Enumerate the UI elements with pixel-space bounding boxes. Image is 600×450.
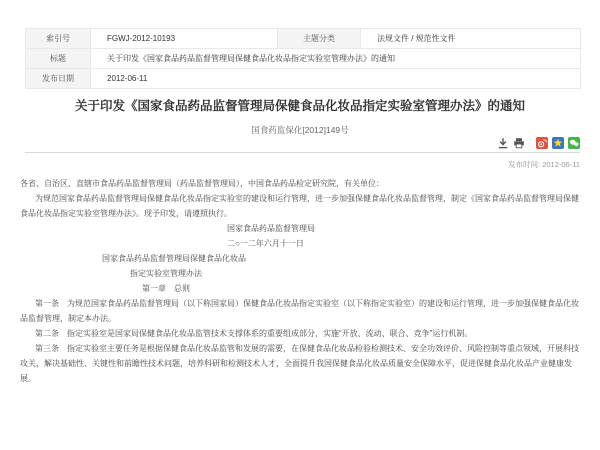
document-number: 国食药监保化[2012]149号 (251, 125, 349, 135)
salutation: 各省、自治区、直辖市食品药品监督管理局（药品监督管理局），中国食品药品检定研究院，有关单位： (20, 179, 384, 188)
signature: 国家食品药品监督管理局 (227, 224, 315, 233)
publish-time-value: 2012-06-11 (542, 160, 580, 169)
info-label-publish-date: 发布日期 (26, 69, 91, 89)
table-row (26, 49, 581, 69)
print-icon[interactable] (513, 137, 525, 149)
info-value-title: 关于印发《国家食品药品监督管理局保健食品化妆品指定实验室管理办法》的通知 (91, 49, 581, 69)
download-icon[interactable] (497, 137, 509, 149)
chapter-heading: 第一章 总则 (142, 284, 190, 293)
intro-paragraph: 为规范国家食品药品监督管理局保健食品化妆品指定实验室的建设和运行管理，进一步加强保健食品化妆品监督管理，制定《国家食品药品监督管理局保健食品化妆品指定实验室管理办法》。现予印发，请遵照执行。 (20, 194, 579, 218)
signature-date: 二○一二年六月十一日 (227, 239, 304, 248)
article-clause-3: 第三条 指定实验室主要任务是根据保健食品化妆品监管和发展的需要，在保健食品化妆品检验检测技术、安全功效评价、风险控制等重点领域，开展科技攻关，解决基础性、关键性和前瞻性技术问题，培养科研和检测技术人才，全面提升我国保健食品化妆品质量安全保障水平，促进保健食品化妆品产业健康发展。 (20, 344, 579, 383)
article-toolbar (497, 137, 580, 149)
info-label-index-number: 索引号 (26, 29, 91, 49)
info-label-title: 标题 (26, 49, 91, 69)
wechat-share-icon[interactable] (568, 137, 580, 149)
separator-line (25, 152, 580, 153)
document-info-table (25, 28, 581, 89)
publish-time-label: 发布时间: (508, 160, 541, 169)
info-value-topic-category: 法规文件 / 规范性文件 (361, 29, 581, 49)
regulation-title-line2: 指定实验室管理办法 (130, 269, 202, 278)
article-clause-2: 第二条 指定实验室是国家局保健食品化妆品监管技术支撑体系的重要组成部分，实施“开放、流动、联合、竞争”运行机制。 (35, 329, 473, 338)
info-value-index-number: FGWJ-2012-10193 (91, 29, 278, 49)
table-row (26, 29, 581, 49)
document-body (20, 176, 580, 386)
weibo-share-icon[interactable] (536, 137, 548, 149)
table-row (26, 69, 581, 89)
publish-time (20, 159, 580, 170)
info-value-publish-date: 2012-06-11 (91, 69, 581, 89)
info-label-topic-category: 主题分类 (278, 29, 361, 49)
article-clause-1: 第一条 为规范国家食品药品监督管理局（以下称国家局）保健食品化妆品指定实验室（以下称指定实验室）的建设和运行管理，进一步加强保健食品化妆品监督管理，制定本办法。 (20, 299, 579, 323)
page-title: 关于印发《国家食品药品监督管理局保健食品化妆品指定实验室管理办法》的通知 (74, 99, 525, 113)
qzone-share-icon[interactable] (552, 137, 564, 149)
regulation-title-line1: 国家食品药品监督管理局保健食品化妆品 (102, 254, 246, 263)
